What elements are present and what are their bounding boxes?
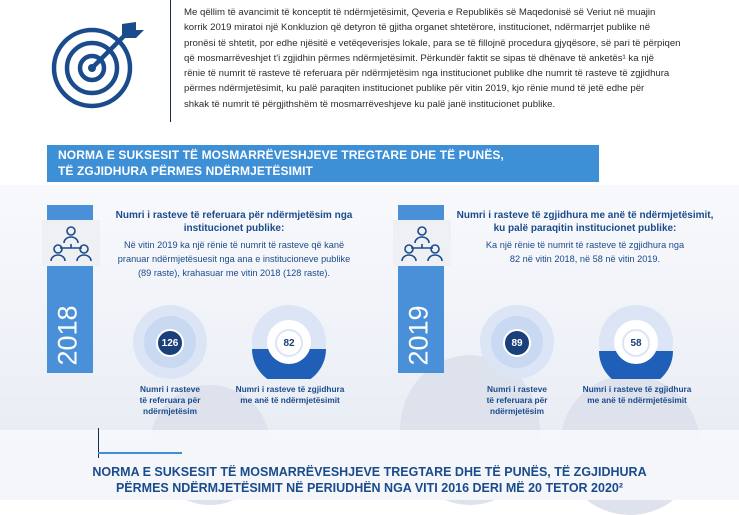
caption-2019-referred: Numri i rasteve të referuara për ndërmjetësim <box>486 384 548 416</box>
badge-2019-referred: 89 <box>503 329 531 357</box>
caption-2018-resolved: Numri i rasteve të zgjidhura me anë të ndërmjetësimit <box>235 384 345 405</box>
target-icon <box>48 16 148 112</box>
badge-2018-resolved: 82 <box>275 329 303 357</box>
caption-2018-referred: Numri i rasteve të referuara për ndërmjetësim <box>139 384 201 416</box>
panel-2018-title: Numri i rasteve të referuara për ndërmjetësim nga institucionet publike: <box>115 210 353 234</box>
caption-2019-resolved: Numri i rasteve të zgjidhura me anë të ndërmjetësimit <box>582 384 692 405</box>
bottom-accent-rule <box>98 452 182 454</box>
year-label-2018: 2018 <box>52 305 83 366</box>
panel-2019-title: Numri i rasteve të zgjidhura me anë të ndërmjetësimit, ku palë paraqitin institucionet publike: <box>456 210 714 234</box>
panel-2019-body: Ka një rënie të numrit të rasteve të zgjidhura nga 82 në vitin 2018, në 58 në vitin 2019. <box>485 240 685 264</box>
people-icon <box>401 224 443 262</box>
section-banner-title: NORMA E SUKSESIT TË MOSMARRËVESHJEVE TREGTARE DHE TË PUNËS, TË ZGJIDHURA PËRMES NDËRMJETËSIMIT <box>58 148 504 178</box>
panel-2018-body: Në vitin 2019 ka një rënie të numrit të rasteve që kanë pranuar ndërmjetësuesit nga ana e institucioneve publike (89 raste), krahasuar me vitin 2018 (128 raste). <box>117 240 351 278</box>
badge-2018-referred: 126 <box>156 329 184 357</box>
badge-2019-resolved: 58 <box>622 329 650 357</box>
bottom-section-title: NORMA E SUKSESIT TË MOSMARRËVESHJEVE TREGTARE DHE TË PUNËS, TË ZGJIDHURA PËRMES NDËRMJETËSIMIT NË PERIUDHËN NGA VITI 2016 DERI MË 20 TETOR 2020² <box>92 465 647 495</box>
year-label-2019: 2019 <box>403 305 434 366</box>
intro-paragraph: Me qëllim të avancimit të konceptit të ndërmjetësimit, Qeveria e Republikës së Maqedonisë së Veriut në muajin korrik 2019 miratoi një Konkluzion që detyron të gjitha organet shtetërore, institucionet, ndërmarrjet publike në pronësi të shtetit, por edhe njësitë e vetëqeverisjes lokale, para se të fillojnë procedura gjyqësore, së pari të përpiqen që mosmarrëveshjet t'i zgjidhin përmes ndërmjetësimit. Përkundër faktit se sipas të dhënave të anketës¹ ka një rënie të numrit të rasteve të referuara për ndërmjetësim nga institucionet publike dhe numrit të rasteve të zgjidhura përmes ndërmjetësimit, ku palë paraqiten institucionet publike për vitin 2019, kjo rënie mund të jetë edhe për shkak të numrit të përgjithshëm të mosmarrëveshjeve ku palë janë institucionet publike. <box>184 7 681 110</box>
people-icon <box>50 224 92 262</box>
intro-divider <box>170 0 171 122</box>
